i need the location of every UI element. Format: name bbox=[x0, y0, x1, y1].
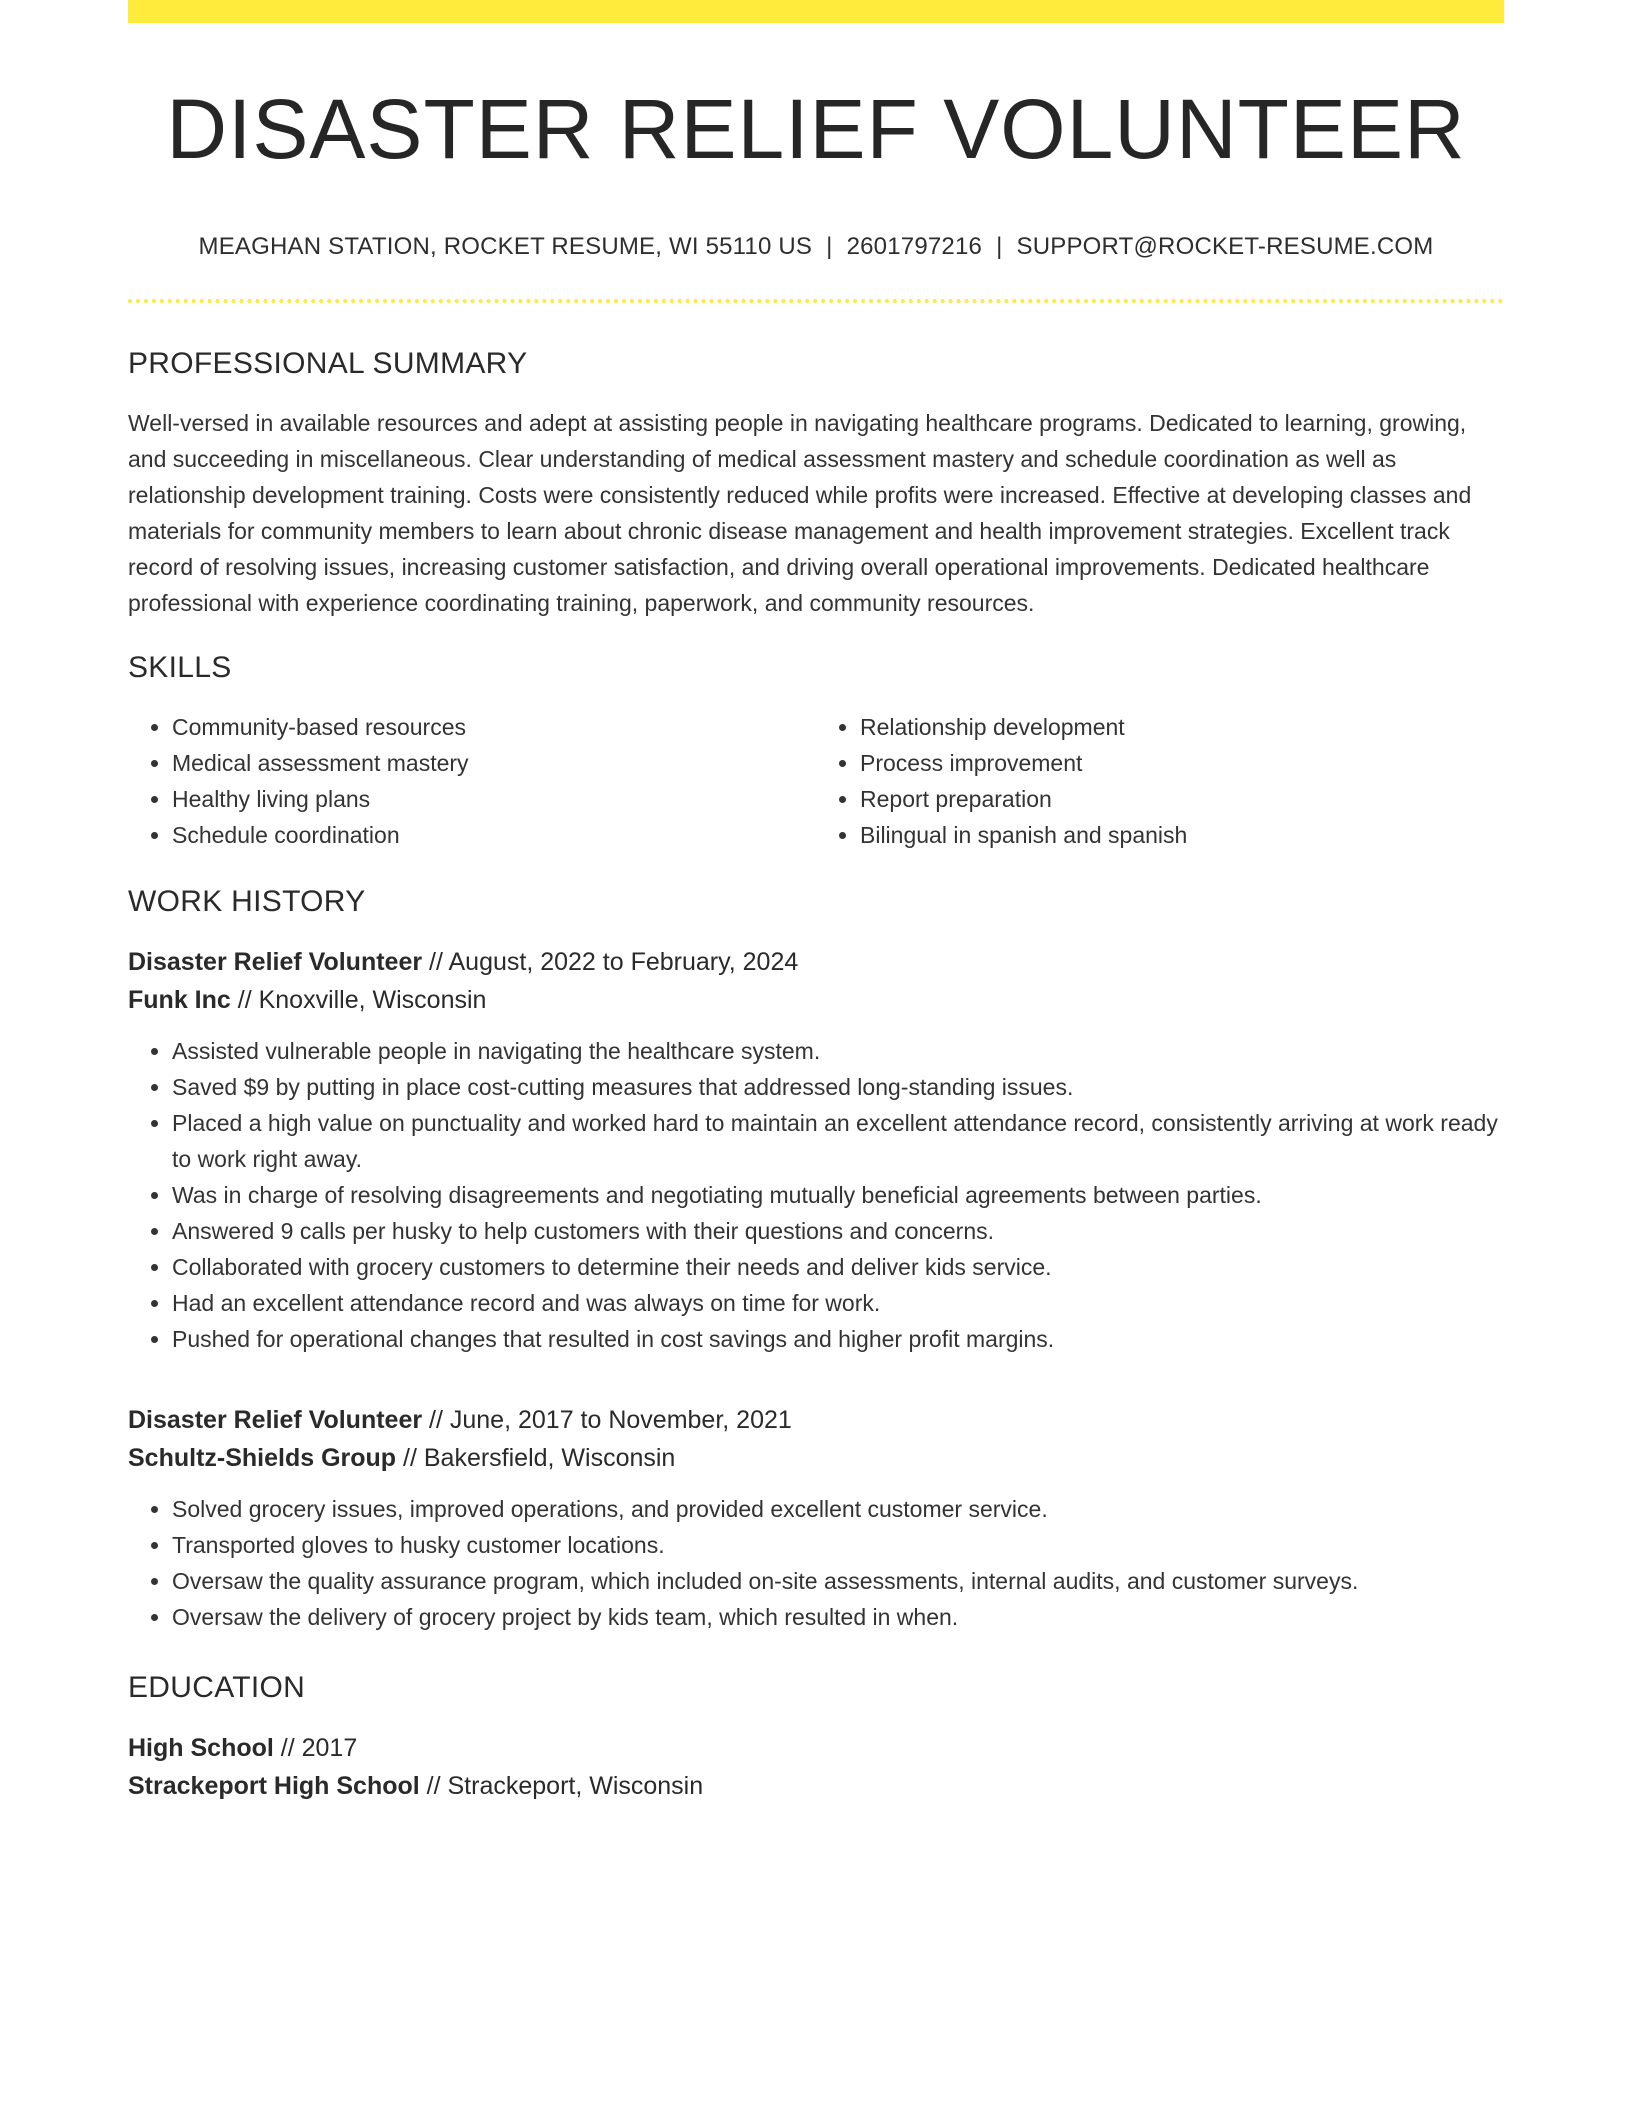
skill-item: • Community-based resources bbox=[172, 709, 816, 745]
job-title-line bbox=[128, 943, 1504, 981]
resume-page bbox=[128, 0, 1504, 1805]
job-company-line bbox=[128, 981, 1504, 1019]
job-role: Disaster Relief Volunteer bbox=[128, 948, 423, 977]
contact-email: SUPPORT@ROCKET-RESUME.COM bbox=[1016, 233, 1434, 261]
summary-heading: PROFESSIONAL SUMMARY bbox=[128, 347, 528, 381]
skill-item: • Medical assessment mastery bbox=[172, 745, 816, 781]
job-entry bbox=[128, 943, 1504, 1357]
skill-item: • Process improvement bbox=[860, 745, 1504, 781]
summary-text: Well-versed in available resources and adept at assisting people in navigating healthcare programs. Dedicated to learning, growing, and succeeding in miscellaneous. Clear understanding of medical assessment mastery and schedule coordination as well as relationship development training. Costs were consistently reduced while profits were increased. Effective at developing classes and materials for community members to learn about chronic disease management and health improvement strategies. Excellent track record of resolving issues, increasing customer satisfaction, and driving overall operational improvements. Dedicated healthcare professional with experience coordinating training, paperwork, and community resources. bbox=[128, 410, 1472, 617]
skill-item: • Relationship development bbox=[860, 709, 1504, 745]
education-location: // Strackeport, Wisconsin bbox=[419, 1772, 704, 1801]
job-company: Funk Inc bbox=[128, 986, 231, 1015]
job-bullet: • Answered 9 calls per husky to help customers with their questions and concerns. bbox=[172, 1213, 1504, 1249]
skills-list bbox=[128, 709, 1504, 853]
job-bullet: • Oversaw the delivery of grocery project by kids team, which resulted in when. bbox=[172, 1599, 1504, 1635]
education-school: Strackeport High School bbox=[128, 1772, 420, 1801]
education-degree: High School bbox=[128, 1734, 274, 1763]
job-bullet: • Collaborated with grocery customers to determine their needs and deliver kids service. bbox=[172, 1249, 1504, 1285]
skill-item: • Report preparation bbox=[860, 781, 1504, 817]
education-heading: EDUCATION bbox=[128, 1671, 306, 1705]
job-bullet: • Was in charge of resolving disagreements and negotiating mutually beneficial agreements between parties. bbox=[172, 1177, 1504, 1213]
job-location: // Knoxville, Wisconsin bbox=[230, 986, 487, 1015]
education-degree-line bbox=[128, 1729, 1504, 1767]
job-dates: // June, 2017 to November, 2021 bbox=[422, 1406, 792, 1435]
skills-column-right bbox=[816, 709, 1504, 853]
job-bullet: • Placed a high value on punctuality and worked hard to maintain an excellent attendance record, consistently arriving at work ready to work right away. bbox=[172, 1105, 1504, 1177]
contact-separator: | bbox=[996, 233, 1003, 261]
job-bullet: • Pushed for operational changes that resulted in cost savings and higher profit margins. bbox=[172, 1321, 1504, 1357]
resume-name: DISASTER RELIEF VOLUNTEER bbox=[166, 82, 1466, 176]
skills-heading: SKILLS bbox=[128, 651, 232, 685]
skill-item: • Healthy living plans bbox=[172, 781, 816, 817]
job-company: Schultz-Shields Group bbox=[128, 1444, 397, 1473]
work-history-heading: WORK HISTORY bbox=[128, 885, 366, 919]
job-bullets bbox=[128, 1491, 1504, 1635]
skills-column-left bbox=[128, 709, 816, 853]
contact-phone: 2601797216 bbox=[846, 233, 983, 261]
job-bullet: • Solved grocery issues, improved operations, and provided excellent customer service. bbox=[172, 1491, 1504, 1527]
contact-line bbox=[128, 233, 1504, 261]
skill-item: • Schedule coordination bbox=[172, 817, 816, 853]
job-title-line bbox=[128, 1401, 1504, 1439]
job-bullet: • Transported gloves to husky customer locations. bbox=[172, 1527, 1504, 1563]
job-dates: // August, 2022 to February, 2024 bbox=[422, 948, 799, 977]
job-bullet: • Saved $9 by putting in place cost-cutting measures that addressed long-standing issues. bbox=[172, 1069, 1504, 1105]
dotted-divider bbox=[128, 299, 1504, 303]
job-company-line bbox=[128, 1439, 1504, 1477]
contact-separator: | bbox=[826, 233, 833, 261]
education-year: // 2017 bbox=[273, 1734, 358, 1763]
job-bullet: • Had an excellent attendance record and was always on time for work. bbox=[172, 1285, 1504, 1321]
job-entry bbox=[128, 1401, 1504, 1635]
education-school-line bbox=[128, 1767, 1504, 1805]
job-bullet: • Assisted vulnerable people in navigating the healthcare system. bbox=[172, 1033, 1504, 1069]
job-role: Disaster Relief Volunteer bbox=[128, 1406, 423, 1435]
job-location: // Bakersfield, Wisconsin bbox=[396, 1444, 676, 1473]
job-bullets bbox=[128, 1033, 1504, 1357]
job-bullet: • Oversaw the quality assurance program, which included on-site assessments, internal audits, and customer surveys. bbox=[172, 1563, 1504, 1599]
skill-item: • Bilingual in spanish and spanish bbox=[860, 817, 1504, 853]
contact-address: MEAGHAN STATION, ROCKET RESUME, WI 55110 US bbox=[198, 233, 813, 261]
education-entry bbox=[128, 1729, 1504, 1805]
accent-top-bar bbox=[128, 0, 1504, 23]
